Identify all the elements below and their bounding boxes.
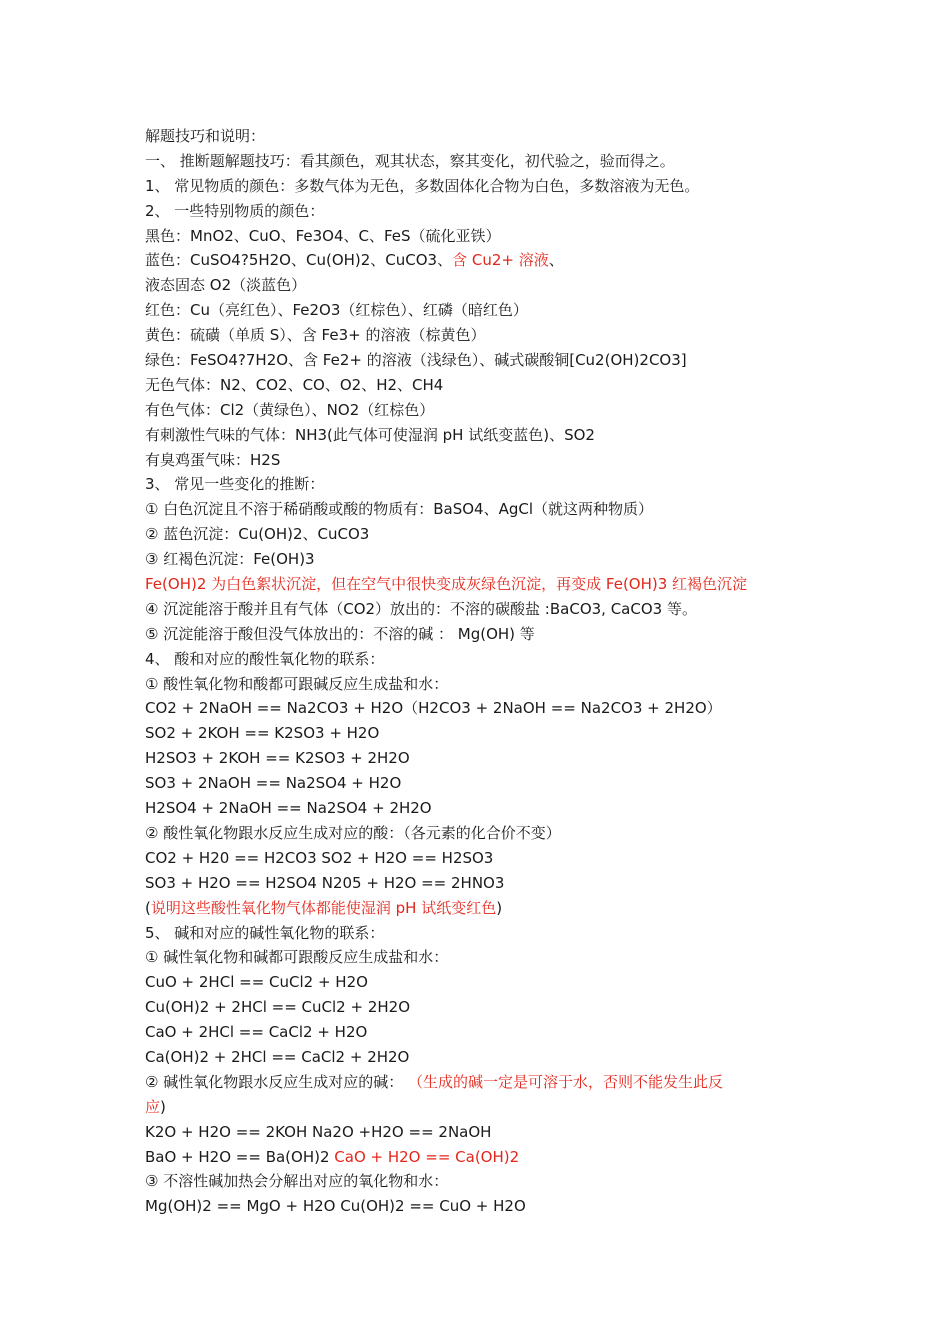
text-line xyxy=(145,945,825,970)
line-text: 黄色：硫磺（单质 S）、含 Fe3+ 的溶液（棕黄色） xyxy=(145,326,486,345)
line-text: ② 碱性氧化物跟水反应生成对应的碱： xyxy=(145,1072,408,1091)
line-text: Mg(OH)2 == MgO + H2O Cu(OH)2 == CuO + H2O xyxy=(145,1197,526,1216)
line-text: CaO + 2HCl == CaCl2 + H2O xyxy=(145,1023,368,1042)
line-text: ⑤ 沉淀能溶于酸但没气体放出的：不溶的碱 ： Mg(OH) 等 xyxy=(145,624,535,643)
highlighted-text: 说明这些酸性氧化物气体都能使湿润 pH 试纸变红色 xyxy=(150,898,497,917)
line-text: CO2 + 2NaOH == Na2CO3 + H2O（H2CO3 + 2NaOH == Na2CO3 + 2H2O） xyxy=(145,699,722,718)
text-line xyxy=(145,995,825,1020)
line-text: H2SO3 + 2KOH == K2SO3 + 2H2O xyxy=(145,749,410,768)
line-text: ( xyxy=(145,898,151,917)
line-text: 有臭鸡蛋气味：H2S xyxy=(145,450,281,469)
text-line xyxy=(145,348,825,373)
text-line xyxy=(145,373,825,398)
text-line xyxy=(145,796,825,821)
line-text: K2O + H2O == 2KOH Na2O +H2O == 2NaOH xyxy=(145,1122,492,1141)
line-text: 无色气体：N2、CO2、CO、O2、H2、CH4 xyxy=(145,375,444,394)
line-text: SO3 + 2NaOH == Na2SO4 + H2O xyxy=(145,774,402,793)
text-line xyxy=(145,199,825,224)
text-line xyxy=(145,846,825,871)
line-text: 一、 推断题解题技巧：看其颜色，观其状态，察其变化，初代验之，验而得之。 xyxy=(145,151,675,170)
text-line xyxy=(145,448,825,473)
text-line xyxy=(145,1020,825,1045)
line-text: 蓝色：CuSO4?5H2O、Cu(OH)2、CuCO3、 xyxy=(145,251,453,270)
line-text: ③ 不溶性碱加热会分解出对应的氧化物和水： xyxy=(145,1172,449,1191)
text-line xyxy=(145,1095,825,1120)
text-line xyxy=(145,871,825,896)
text-line xyxy=(145,696,825,721)
text-line xyxy=(145,273,825,298)
line-text: 液态固态 O2（淡蓝色） xyxy=(145,276,307,295)
line-text: ② 蓝色沉淀：Cu(OH)2、CuCO3 xyxy=(145,525,370,544)
line-text-after: 、 xyxy=(548,251,564,270)
highlighted-text: （生成的碱一定是可溶于水，否则不能发生此反 xyxy=(408,1072,724,1091)
line-text: ① 白色沉淀且不溶于稀硝酸或酸的物质有：BaSO4、AgCl（就这两种物质） xyxy=(145,500,653,519)
text-line xyxy=(145,547,825,572)
text-line xyxy=(145,597,825,622)
text-line xyxy=(145,174,825,199)
text-line xyxy=(145,1120,825,1145)
line-text: 3、 常见一些变化的推断： xyxy=(145,475,325,494)
document-page xyxy=(145,124,825,1219)
line-text: H2SO4 + 2NaOH == Na2SO4 + 2H2O xyxy=(145,799,432,818)
line-text: SO3 + H2O == H2SO4 N205 + H2O == 2HNO3 xyxy=(145,873,505,892)
line-text-after: ) xyxy=(160,1097,166,1116)
text-line xyxy=(145,746,825,771)
line-text: 有色气体：Cl2（黄绿色）、NO2（红棕色） xyxy=(145,400,435,419)
line-text: ① 碱性氧化物和碱都可跟酸反应生成盐和水： xyxy=(145,948,449,967)
line-text: 4、 酸和对应的酸性氧化物的联系： xyxy=(145,649,385,668)
text-line xyxy=(145,572,825,597)
text-line xyxy=(145,1070,825,1095)
line-text: Cu(OH)2 + 2HCl == CuCl2 + 2H2O xyxy=(145,998,410,1017)
text-line xyxy=(145,423,825,448)
text-line xyxy=(145,472,825,497)
text-line xyxy=(145,298,825,323)
line-text: 红色：Cu（亮红色）、Fe2O3（红棕色）、红磷（暗红色） xyxy=(145,301,528,320)
line-text: ① 酸性氧化物和酸都可跟碱反应生成盐和水： xyxy=(145,674,449,693)
line-text: 5、 碱和对应的碱性氧化物的联系： xyxy=(145,923,385,942)
text-line xyxy=(145,1145,825,1170)
text-line xyxy=(145,721,825,746)
line-text: 黑色：MnO2、CuO、Fe3O4、C、FeS（硫化亚铁） xyxy=(145,226,501,245)
highlighted-text: 含 Cu2+ 溶液 xyxy=(452,251,549,270)
text-line xyxy=(145,921,825,946)
text-line xyxy=(145,323,825,348)
text-line xyxy=(145,1194,825,1219)
text-line xyxy=(145,149,825,174)
text-line xyxy=(145,124,825,149)
highlighted-text: CaO + H2O == Ca(OH)2 xyxy=(334,1147,520,1166)
line-text: ④ 沉淀能溶于酸并且有气体（CO2）放出的：不溶的碳酸盐 :BaCO3, CaCO3 等。 xyxy=(145,599,697,618)
line-text: ② 酸性氧化物跟水反应生成对应的酸：（各元素的化合价不变） xyxy=(145,823,561,842)
text-line xyxy=(145,896,825,921)
line-text: 1、 常见物质的颜色：多数气体为无色，多数固体化合物为白色，多数溶液为无色。 xyxy=(145,176,700,195)
text-line xyxy=(145,970,825,995)
text-line xyxy=(145,497,825,522)
line-text-after: ) xyxy=(496,898,503,917)
line-text: BaO + H2O == Ba(OH)2 xyxy=(145,1147,335,1166)
text-line xyxy=(145,1169,825,1194)
highlighted-text: Fe(OH)2 为白色絮状沉淀，但在空气中很快变成灰绿色沉淀，再变成 Fe(OH)3 红褐色沉淀 xyxy=(145,575,748,594)
text-line xyxy=(145,398,825,423)
line-text: Ca(OH)2 + 2HCl == CaCl2 + 2H2O xyxy=(145,1047,410,1066)
line-text: SO2 + 2KOH == K2SO3 + H2O xyxy=(145,724,380,743)
highlighted-text: 应 xyxy=(145,1097,161,1116)
text-line xyxy=(145,622,825,647)
line-text: 绿色：FeSO4?7H2O、含 Fe2+ 的溶液（浅绿色）、碱式碳酸铜[Cu2(OH)2CO3] xyxy=(145,351,687,370)
text-line xyxy=(145,672,825,697)
line-text: 有刺激性气味的气体：NH3(此气体可使湿润 pH 试纸变蓝色)、SO2 xyxy=(145,425,595,444)
text-line xyxy=(145,821,825,846)
line-text: CO2 + H20 == H2CO3 SO2 + H2O == H2SO3 xyxy=(145,848,494,867)
text-line xyxy=(145,647,825,672)
line-text: ③ 红褐色沉淀：Fe(OH)3 xyxy=(145,550,315,569)
text-line xyxy=(145,224,825,249)
text-line xyxy=(145,1045,825,1070)
text-line xyxy=(145,771,825,796)
text-line xyxy=(145,248,825,273)
text-line xyxy=(145,522,825,547)
line-text: 2、 一些特别物质的颜色： xyxy=(145,201,325,220)
line-text: 解题技巧和说明： xyxy=(145,127,266,145)
line-text: CuO + 2HCl == CuCl2 + H2O xyxy=(145,973,368,992)
